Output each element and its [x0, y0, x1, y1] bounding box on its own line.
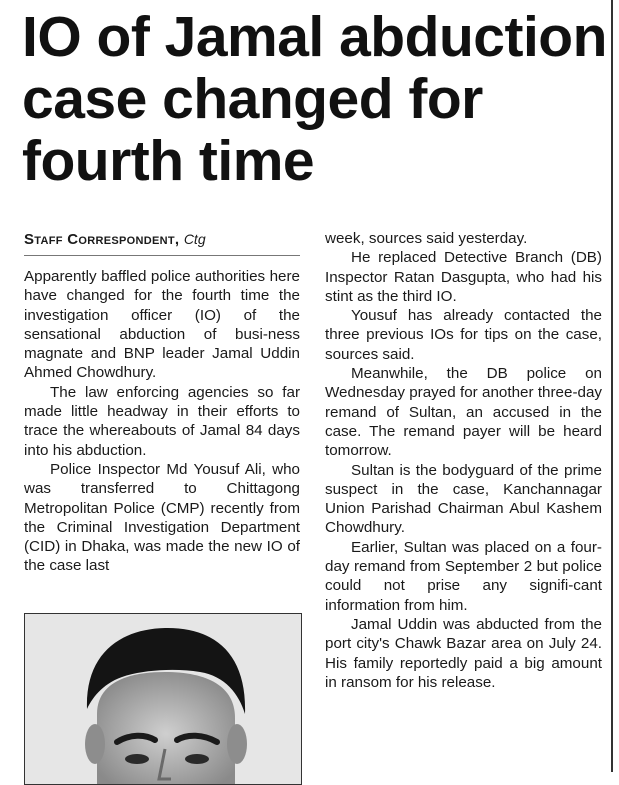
- byline: [24, 229, 300, 256]
- paragraph: Sultan is the bodyguard of the prime suspect in the case, Kanchannagar Union Parishad Chairman Abul Kashem Chowdhury.: [325, 461, 602, 537]
- paragraph: Earlier, Sultan was placed on a four-day remand from September 2 but police could not prise any signifi-cant information from him.: [325, 538, 602, 614]
- paragraph: Yousuf has already contacted the three previous IOs for tips on the case, sources said.: [325, 307, 602, 363]
- paragraph: Apparently baffled police authorities here have changed for the fourth time the investigation officer (IO) of the sensational abduction of busi-ness magnate and BNP leader Jamal Uddin Ahmed Chowdhury.: [24, 268, 300, 382]
- byline-place: Ctg: [183, 231, 206, 247]
- portrait-image: [25, 614, 301, 784]
- left-column: [24, 267, 300, 576]
- right-column: [325, 229, 602, 692]
- headline: IO of Jamal abduction case changed for fourth time: [22, 5, 607, 193]
- column-rule: [611, 0, 613, 772]
- paragraph: He replaced Detective Branch (DB) Inspector Ratan Dasgupta, who had his stint as the third IO.: [325, 249, 602, 305]
- portrait-photo: [24, 613, 302, 785]
- paragraph: Meanwhile, the DB police on Wednesday prayed for another three-day remand of Sultan, an accused in the case. The remand payer will be heard tomorrow.: [325, 365, 602, 460]
- byline-staff: Staff Correspondent,: [24, 231, 180, 248]
- paragraph: The law enforcing agencies so far made little headway in their efforts to trace the whereabouts of Jamal 84 days into his abduction.: [24, 383, 300, 459]
- paragraph: week, sources said yesterday.: [325, 230, 528, 247]
- paragraph: Police Inspector Md Yousuf Ali, who was transferred to Chittagong Metropolitan Police (CMP) recently from the Criminal Investigation Department (CID) in Dhaka, was made the new IO of the case last: [24, 460, 300, 575]
- paragraph: Jamal Uddin was abducted from the port city's Chawk Bazar area on July 24. His family reportedly paid a big amount in ransom for his release.: [325, 615, 602, 691]
